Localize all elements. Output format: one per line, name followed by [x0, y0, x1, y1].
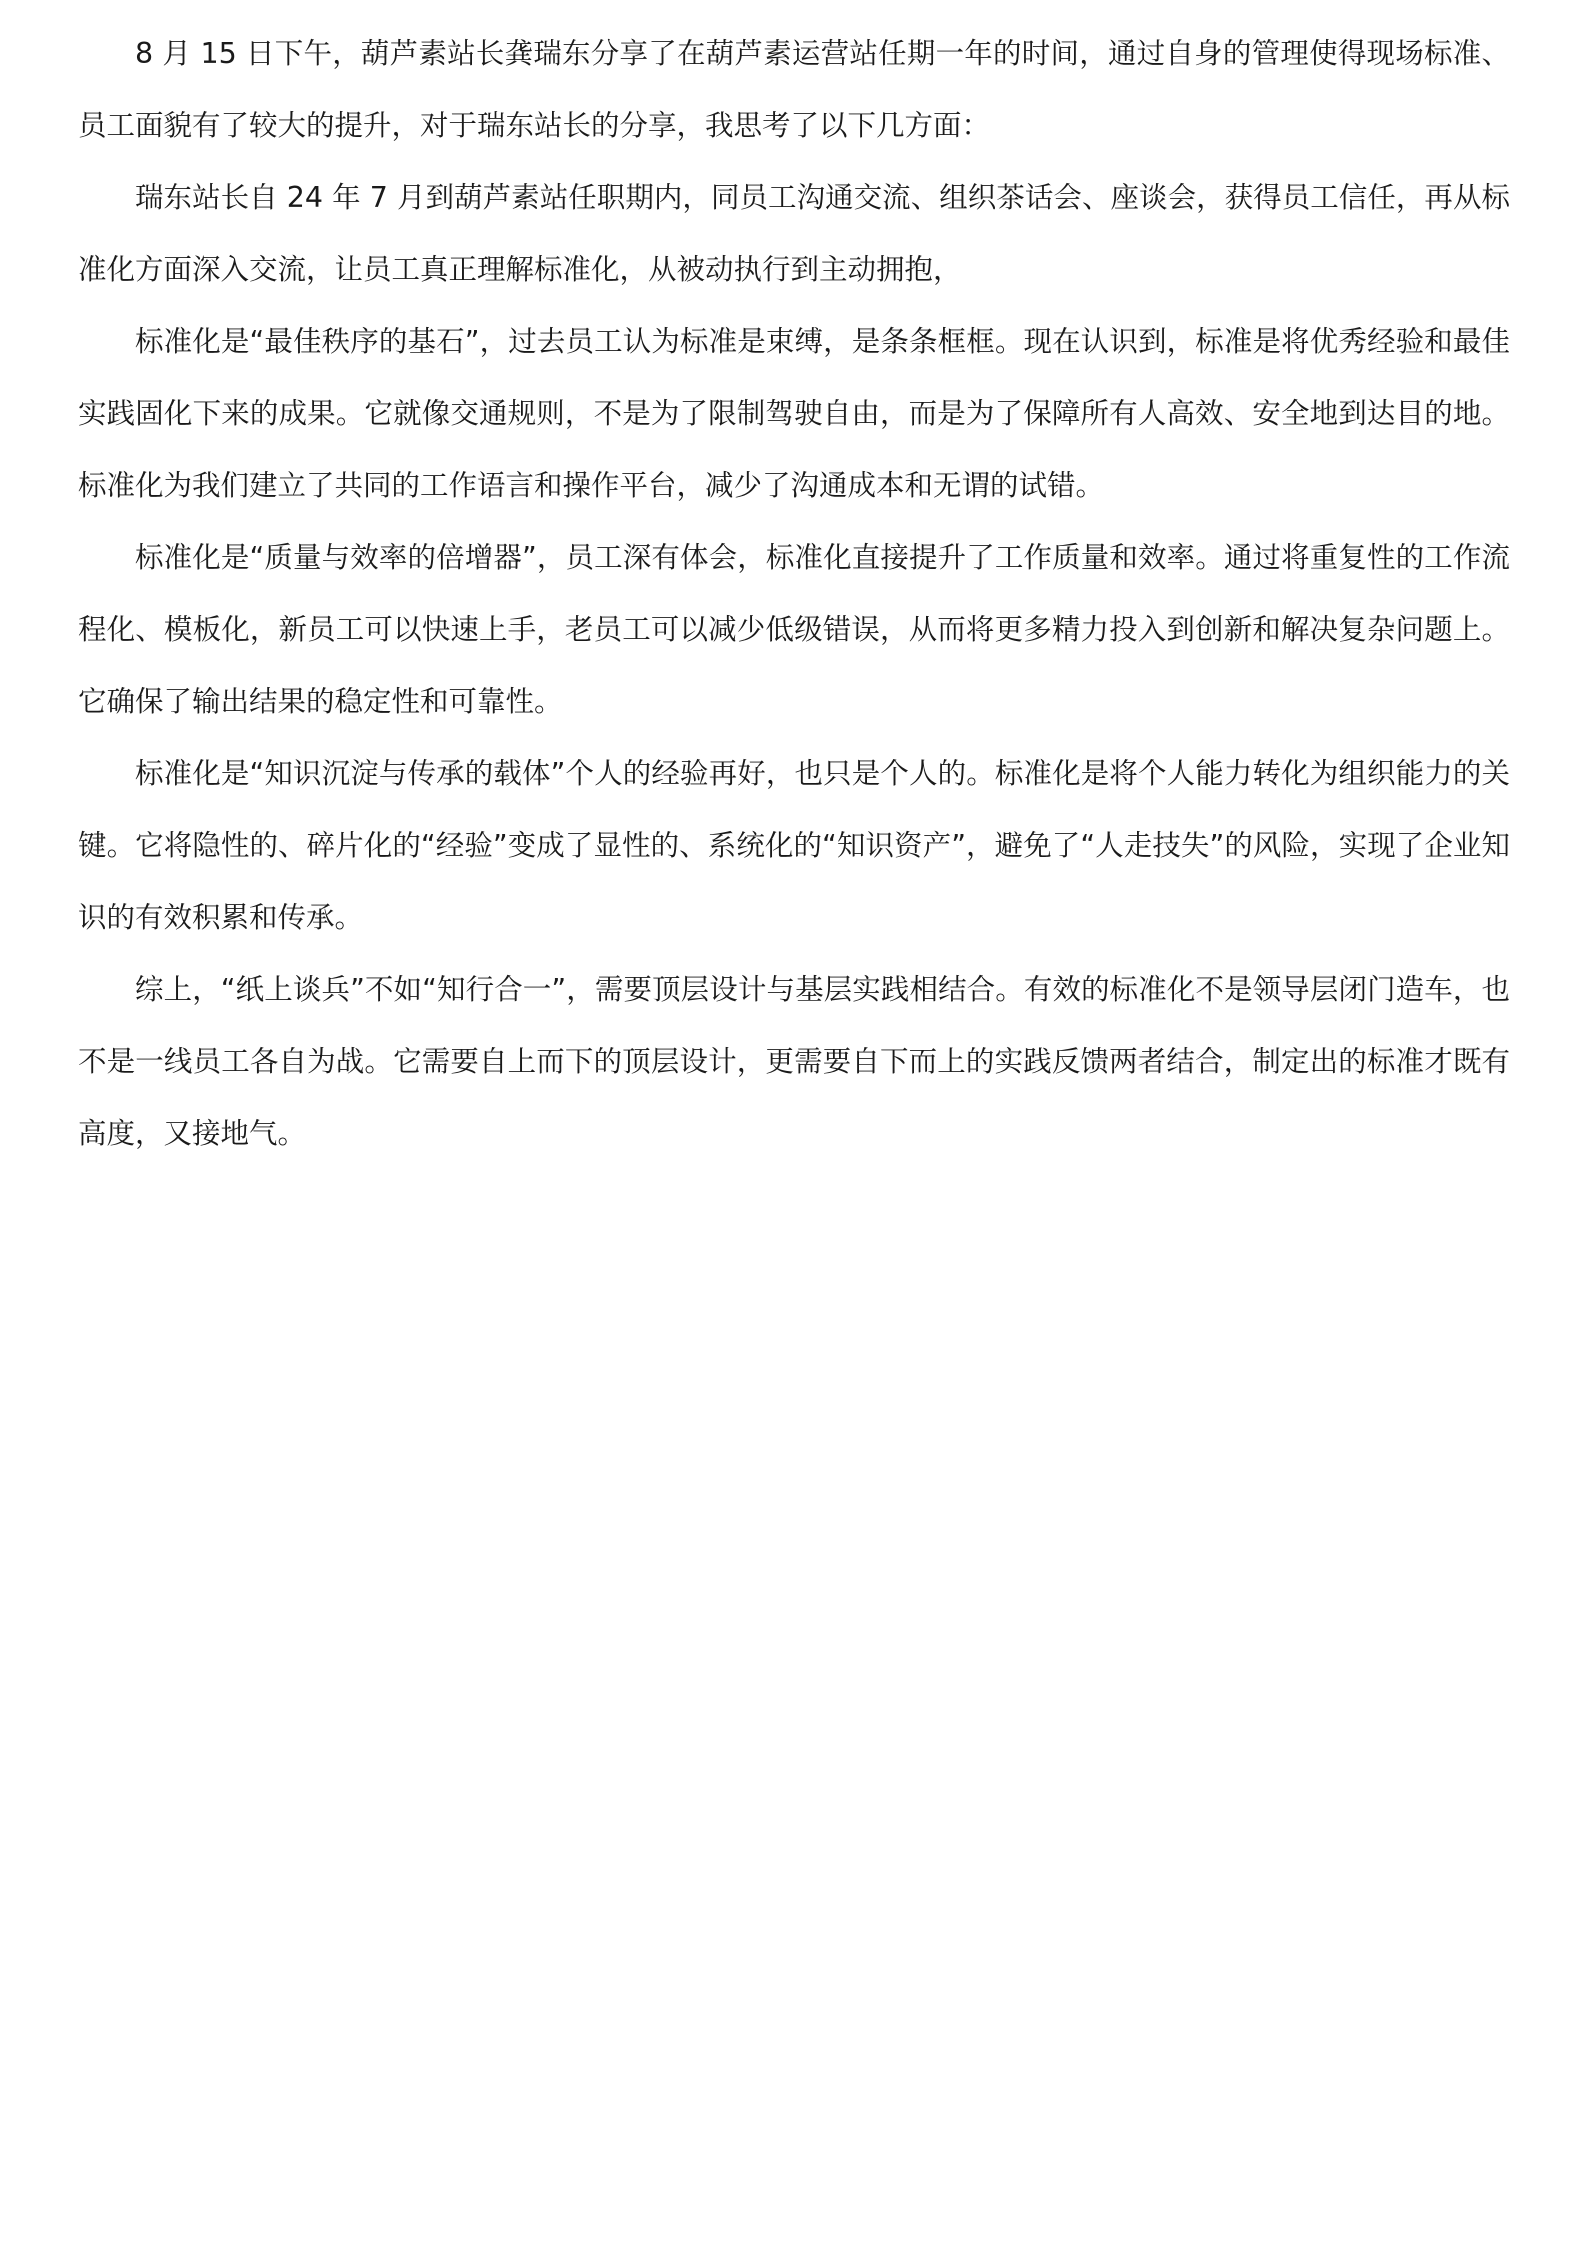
paragraph-tenure: 瑞东站长自 24 年 7 月到葫芦素站任职期内，同员工沟通交流、组织茶话会、座谈会，获得员工信任，再从标准化方面深入交流，让员工真正理解标准化，从被动执行到主动拥抱， — [78, 181, 1510, 286]
paragraph-knowledge-carrier: 标准化是“知识沉淀与传承的载体”个人的经验再好，也只是个人的。标准化是将个人能力转化为组织能力的关键。它将隐性的、碎片化的“经验”变成了显性的、系统化的“知识资产”，避免了“人走技失”的风险，实现了企业知识的有效积累和传承。 — [78, 757, 1510, 934]
document-body — [78, 18, 1510, 1170]
paragraph-quality-efficiency: 标准化是“质量与效率的倍增器”，员工深有体会，标准化直接提升了工作质量和效率。通过将重复性的工作流程化、模板化，新员工可以快速上手，老员工可以减少低级错误，从而将更多精力投入到创新和解决复杂问题上。它确保了输出结果的稳定性和可靠性。 — [78, 541, 1510, 718]
paragraph-conclusion: 综上，“纸上谈兵”不如“知行合一”，需要顶层设计与基层实践相结合。有效的标准化不是领导层闭门造车，也不是一线员工各自为战。它需要自上而下的顶层设计，更需要自下而上的实践反馈两者结合，制定出的标准才既有高度，又接地气。 — [78, 973, 1510, 1150]
paragraph-order-foundation: 标准化是“最佳秩序的基石”，过去员工认为标准是束缚，是条条框框。现在认识到，标准是将优秀经验和最佳实践固化下来的成果。它就像交通规则，不是为了限制驾驶自由，而是为了保障所有人高效、安全地到达目的地。标准化为我们建立了共同的工作语言和操作平台，减少了沟通成本和无谓的试错。 — [78, 325, 1510, 502]
paragraph-intro: 8 月 15 日下午，葫芦素站长龚瑞东分享了在葫芦素运营站任期一年的时间，通过自身的管理使得现场标准、员工面貌有了较大的提升，对于瑞东站长的分享，我思考了以下几方面： — [78, 37, 1510, 142]
